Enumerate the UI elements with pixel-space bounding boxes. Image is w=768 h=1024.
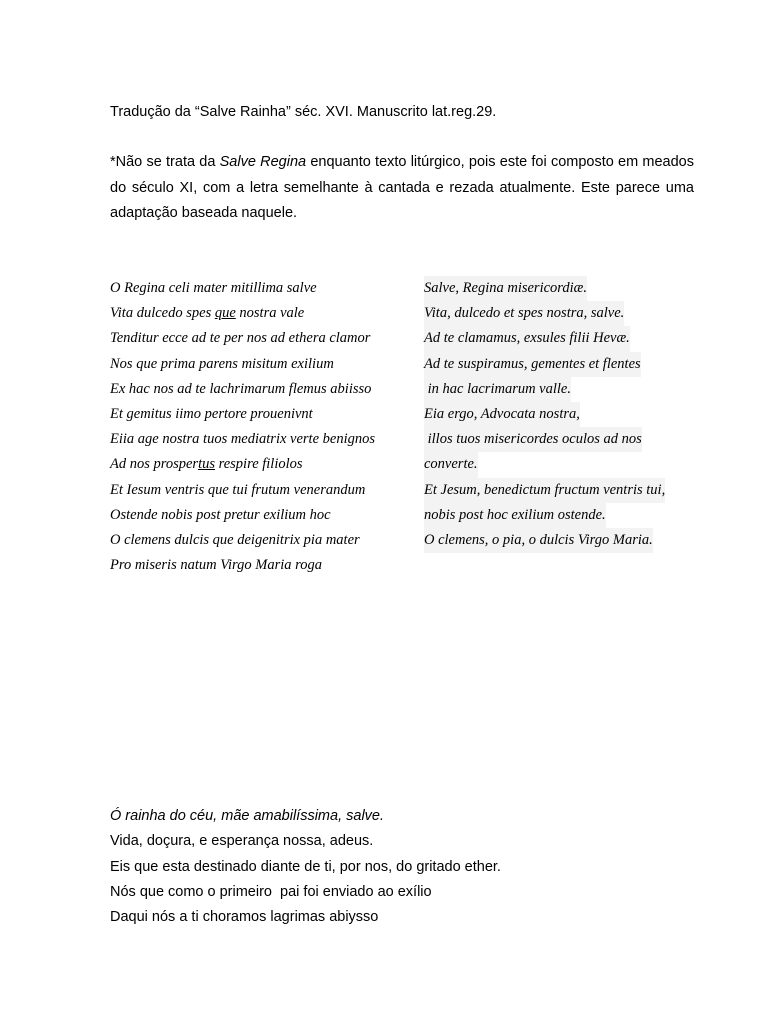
translation-line: Daqui nós a ti choramos lagrimas abiysso	[110, 909, 379, 926]
liturgical-line: Ad te clamamus, exsules filii Hevæ.	[424, 326, 630, 351]
liturgical-line: illos tuos misericordes oculos ad nos	[424, 427, 642, 452]
translation-line: Nós que como o primeiro pai foi enviado ao exílio	[110, 883, 432, 900]
note-text-start: *Não se trata da	[110, 154, 220, 170]
document-title: Tradução da “Salve Rainha” séc. XVI. Manuscrito lat.reg.29.	[110, 104, 497, 120]
manuscript-line	[110, 301, 379, 326]
liturgical-line: Salve, Regina misericordiæ.	[424, 276, 587, 301]
liturgical-line: converte.	[424, 452, 478, 477]
manuscript-line: Et Iesum ventris que tui frutum venerandum	[110, 481, 366, 498]
liturgical-line: Ad te suspiramus, gementes et flentes	[424, 352, 641, 377]
manuscript-line: O Regina celi mater mitillima salve	[110, 280, 317, 296]
translation-line: Eis que esta destinado diante de ti, por nos, do gritado ether.	[110, 858, 501, 875]
manuscript-line: Nos que prima parens misitum exilium	[110, 355, 334, 372]
manuscript-line-part: Vita dulcedo spes	[110, 305, 215, 322]
portuguese-translation	[110, 804, 694, 930]
liturgical-line: Eia ergo, Advocata nostra,	[424, 402, 580, 427]
translation-line: Ó rainha do céu, mãe amabilíssima, salve.	[110, 808, 385, 824]
liturgical-line: Et Jesum, benedictum fructum ventris tui,	[424, 478, 665, 503]
liturgical-line: Vita, dulcedo et spes nostra, salve.	[424, 301, 624, 326]
manuscript-line: Eiia age nostra tuos mediatrix verte benignos	[110, 431, 375, 448]
note-italic-term: Salve Regina	[219, 154, 307, 170]
manuscript-line-part: respire filiolos	[215, 456, 303, 473]
manuscript-line-part: nostra vale	[235, 305, 305, 322]
manuscript-line: Ostende nobis post pretur exilium hoc	[110, 506, 331, 523]
manuscript-line: O clemens dulcis que deigenitrix pia mater	[110, 532, 360, 549]
liturgical-line: nobis post hoc exilium ostende.	[424, 503, 606, 528]
underlined-word: que	[214, 305, 236, 322]
note-text-end: enquanto texto litúrgico, pois este foi composto em meados do século XI, com a letra semelhante à cantada e rezada atualmente. Este parece uma adaptação baseada naquele.	[110, 154, 694, 221]
manuscript-line-part: Ad nos prosper	[110, 456, 199, 473]
manuscript-latin-column	[110, 276, 379, 578]
editorial-note	[110, 150, 694, 227]
manuscript-line: Tenditur ecce ad te per nos ad ethera clamor	[110, 330, 371, 347]
underlined-word: tus	[198, 456, 215, 473]
manuscript-line: Et gemitus iimo pertore prouenivnt	[110, 406, 313, 423]
manuscript-line: Pro miseris natum Virgo Maria roga	[110, 557, 322, 574]
liturgical-line: in hac lacrimarum valle.	[424, 377, 571, 402]
manuscript-line	[110, 452, 379, 477]
translation-line: Vida, doçura, e esperança nossa, adeus.	[110, 833, 374, 850]
liturgical-latin-column	[424, 276, 694, 553]
liturgical-line: O clemens, o pia, o dulcis Virgo Maria.	[424, 528, 653, 553]
manuscript-line: Ex hac nos ad te lachrimarum flemus abiisso	[110, 380, 372, 397]
